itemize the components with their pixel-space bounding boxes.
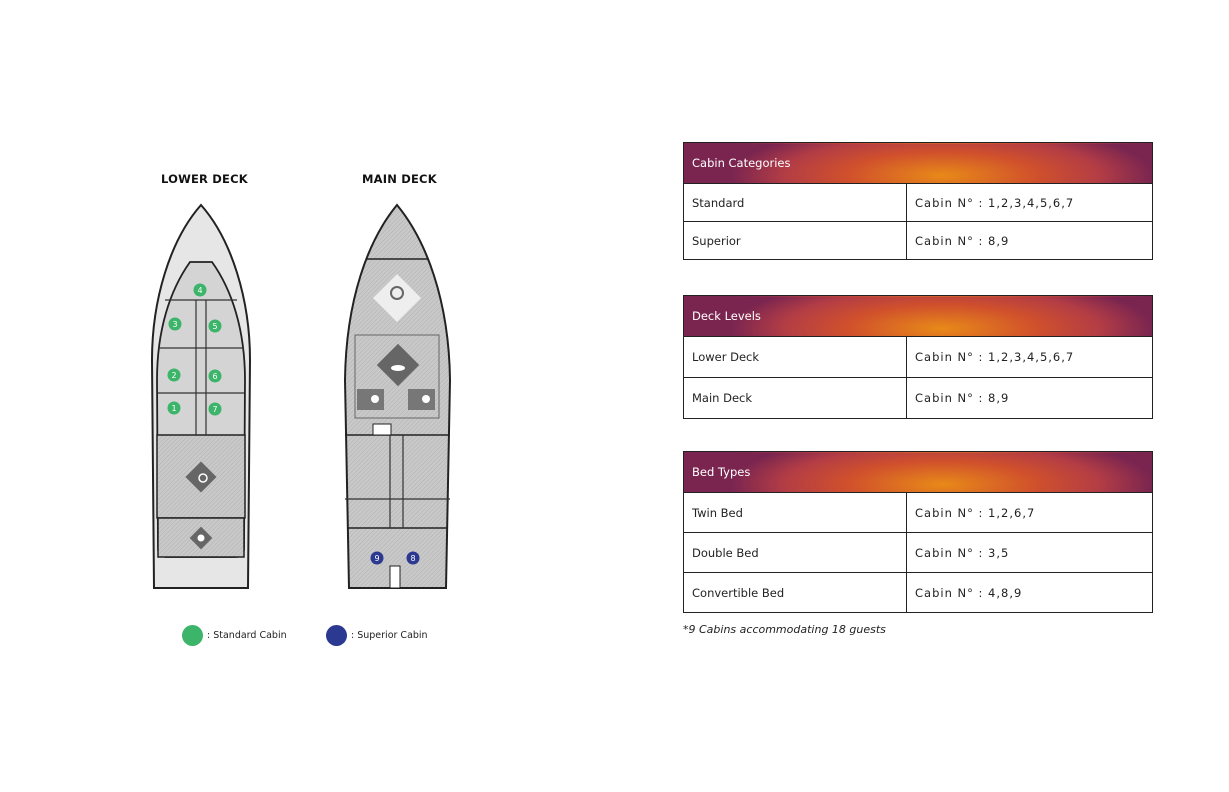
cell: Cabin N° : 8,9 xyxy=(907,222,1153,260)
cell: Lower Deck xyxy=(684,337,907,378)
cell: Cabin N° : 1,2,6,7 xyxy=(907,493,1153,533)
cabin-number: 8 xyxy=(410,554,416,563)
cabin-marker-2 xyxy=(168,369,181,382)
cell: Twin Bed xyxy=(684,493,907,533)
standard-cabin-swatch xyxy=(182,625,203,646)
cell: Cabin N° : 8,9 xyxy=(907,378,1153,419)
bed-types-table xyxy=(683,451,1153,613)
cabin-number: 7 xyxy=(212,405,218,414)
cabin-number: 1 xyxy=(171,404,177,413)
legend-label: : Superior Cabin xyxy=(351,630,428,641)
legend-standard xyxy=(182,625,287,646)
cabin-number: 9 xyxy=(374,554,380,563)
table-row xyxy=(684,378,1153,419)
cabin-marker-7 xyxy=(209,403,222,416)
cell: Superior xyxy=(684,222,907,260)
table-row xyxy=(684,573,1153,613)
table-row xyxy=(684,184,1153,222)
cabin-marker-1 xyxy=(168,402,181,415)
cell: Cabin N° : 1,2,3,4,5,6,7 xyxy=(907,184,1153,222)
cell: Cabin N° : 3,5 xyxy=(907,533,1153,573)
main-deck-title: MAIN DECK xyxy=(362,172,437,186)
cabin-marker-5 xyxy=(209,320,222,333)
cell: Main Deck xyxy=(684,378,907,419)
cell: Double Bed xyxy=(684,533,907,573)
cabin-marker-8 xyxy=(407,552,420,565)
deck-levels-table xyxy=(683,295,1153,419)
table-row xyxy=(684,337,1153,378)
cabin-number: 2 xyxy=(171,371,177,380)
cell: Standard xyxy=(684,184,907,222)
cabin-marker-6 xyxy=(209,370,222,383)
legend-label: : Standard Cabin xyxy=(207,630,287,641)
cell: Convertible Bed xyxy=(684,573,907,613)
cabin-number: 5 xyxy=(212,322,218,331)
cabin-number: 6 xyxy=(212,372,218,381)
table-row xyxy=(684,533,1153,573)
cabin-number: 4 xyxy=(197,286,203,295)
table-header: Bed Types xyxy=(684,452,1153,493)
main-deck-plan xyxy=(345,205,450,588)
table-header: Deck Levels xyxy=(684,296,1153,337)
cabin-marker-3 xyxy=(169,318,182,331)
lower-deck-title: LOWER DECK xyxy=(161,172,248,186)
cabin-marker-9 xyxy=(371,552,384,565)
cabin-categories-table xyxy=(683,142,1153,260)
cell: Cabin N° : 1,2,3,4,5,6,7 xyxy=(907,337,1153,378)
cabin-number: 3 xyxy=(172,320,178,329)
table-row xyxy=(684,493,1153,533)
cell: Cabin N° : 4,8,9 xyxy=(907,573,1153,613)
lower-deck-plan xyxy=(152,205,250,588)
table-header: Cabin Categories xyxy=(684,143,1153,184)
superior-cabin-swatch xyxy=(326,625,347,646)
table-row xyxy=(684,222,1153,260)
legend-superior xyxy=(326,625,428,646)
cabin-marker-4 xyxy=(194,284,207,297)
footnote: *9 Cabins accommodating 18 guests xyxy=(683,623,886,636)
